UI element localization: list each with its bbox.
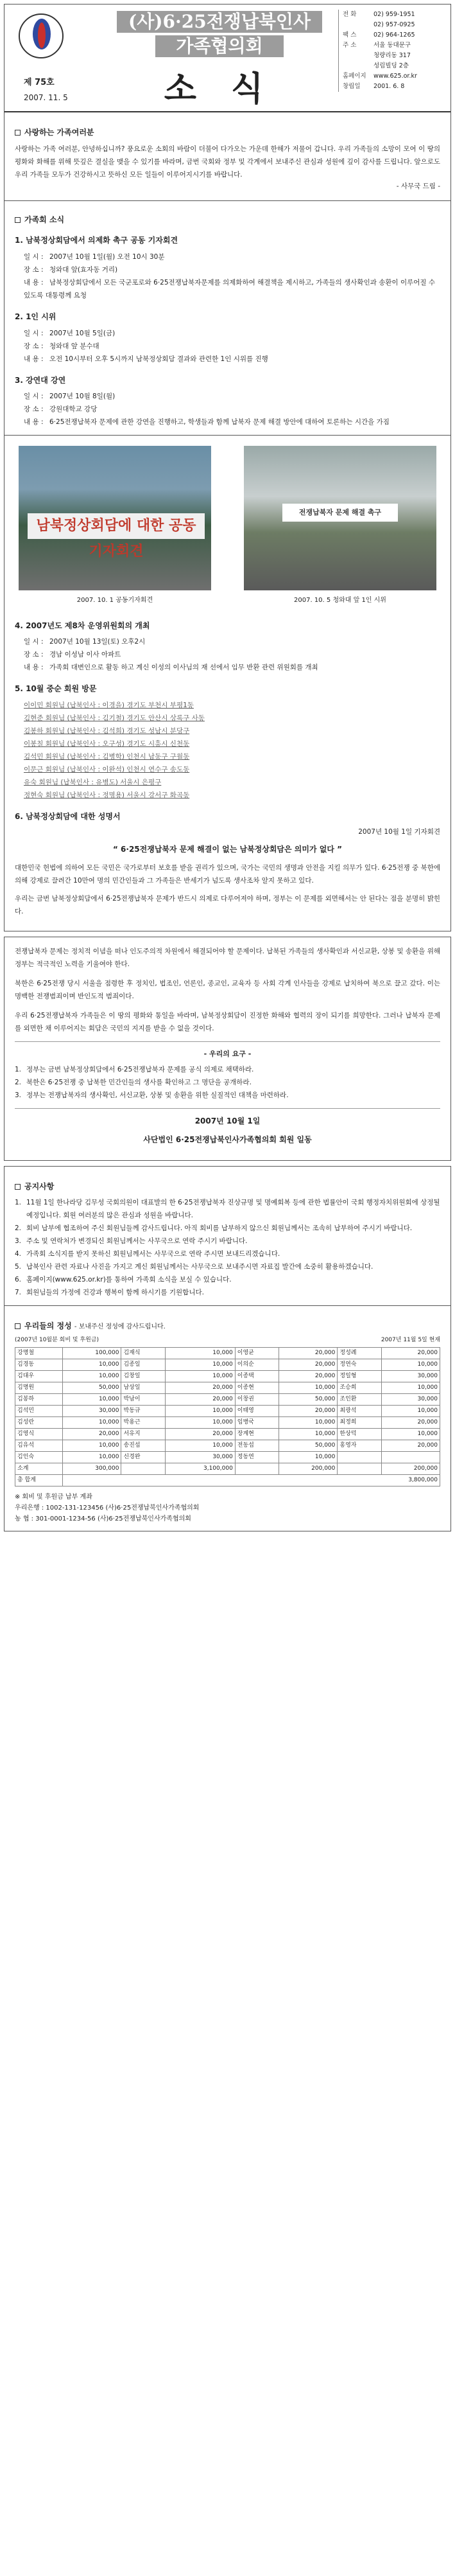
notice-list: [15, 1196, 440, 1299]
donation-row: [15, 1370, 440, 1382]
demand-number: 2.: [15, 1079, 22, 1087]
contact-row: [343, 82, 451, 92]
donation-cell: 소계: [15, 1463, 63, 1474]
statement-paragraph: 우리는 금번 남북정상회담에서 6·25전쟁납북자 문제가 반드시 의제로 다루어져야 하며, 정부는 이 문제를 외면해서는 안 된다는 점을 분명히 밝힌다.: [15, 895, 440, 916]
donation-cell: 50,000: [279, 1393, 338, 1405]
donation-cell: 10,000: [63, 1451, 121, 1463]
notice-number: 3.: [15, 1237, 22, 1246]
meeting-details: [15, 635, 440, 674]
detail-label: 일 시 :: [24, 329, 44, 337]
notice-number: 5.: [15, 1263, 22, 1271]
donation-cell: 50,000: [63, 1382, 121, 1393]
detail-row: [24, 353, 440, 366]
photo-banner: 전쟁납북자 문제 해결 촉구: [282, 504, 398, 522]
donation-cell: 10,000: [279, 1416, 338, 1428]
photo-press-conference: [19, 446, 211, 590]
account-line: 농 협 : 301-0001-1234-56 (사)6·25전쟁납북인사가족협의회: [15, 1515, 191, 1522]
donation-cell: 10,000: [165, 1405, 235, 1416]
donation-cell: 총 합계: [15, 1474, 63, 1486]
contact-value: www.625.or.kr: [373, 73, 417, 80]
donation-cell: 정성례: [338, 1347, 381, 1359]
demand-number: 3.: [15, 1091, 22, 1100]
donation-cell: 30,000: [381, 1370, 440, 1382]
detail-label: 내 용 :: [24, 355, 44, 363]
detail-row: [24, 403, 440, 416]
donation-cell: 박용근: [121, 1416, 165, 1428]
donation-cell: 김경동: [15, 1359, 63, 1370]
contact-row: [343, 20, 451, 30]
donation-cell: 10,000: [63, 1416, 121, 1428]
notice-item: [15, 1235, 440, 1248]
notice-title: 공지사항: [24, 1181, 55, 1191]
contact-key: 창립일: [343, 83, 361, 90]
donation-cell: 조인환: [338, 1393, 381, 1405]
donation-unit: 2007년 11월 5일 현재: [381, 1336, 440, 1343]
statement-heading: 6. 남북정상회담에 대한 성명서: [15, 811, 121, 821]
notice-text: 가족회 소식지를 받지 못하신 회원님께서는 사무국으로 연락 주시면 보내드리겠습니다.: [26, 1250, 280, 1258]
donation-cell: 20,000: [279, 1405, 338, 1416]
detail-value: 2007년 10월 5일(금): [49, 329, 116, 337]
newsletter-title: [114, 11, 325, 116]
photo-caption-1: 2007. 10. 1 공동기자회견: [76, 597, 153, 604]
donation-cell: 10,000: [165, 1359, 235, 1370]
contact-row: [343, 51, 451, 61]
donation-cell: 전동섭: [235, 1440, 279, 1451]
donation-cell: 박동규: [121, 1405, 165, 1416]
donation-cell: 20,000: [165, 1428, 235, 1440]
donation-cell: 20,000: [279, 1370, 338, 1382]
contact-value: 청량리동 317: [373, 52, 411, 59]
activities-box: [4, 201, 451, 436]
donation-cell: 서유지: [121, 1428, 165, 1440]
square-bullet-icon: [15, 130, 21, 136]
donation-row: [15, 1405, 440, 1416]
visits-list: [15, 699, 440, 802]
detail-label: 일 시 :: [24, 393, 44, 401]
donation-cell: 10,000: [279, 1428, 338, 1440]
donation-cell: 10,000: [165, 1370, 235, 1382]
detail-label: 장 소 :: [24, 651, 44, 659]
detail-row: [24, 635, 440, 648]
donation-box: [4, 1306, 451, 1531]
donation-cell: 200,000: [279, 1463, 338, 1474]
donation-cell: 10,000: [381, 1405, 440, 1416]
detail-row: [24, 263, 440, 276]
donation-table: [15, 1347, 440, 1486]
notice-number: 4.: [15, 1250, 22, 1258]
donation-cell: 30,000: [165, 1451, 235, 1463]
contact-value: 02) 959-1951: [373, 11, 415, 18]
notice-text: 회비 납부에 협조하여 주신 회원님들께 감사드립니다. 아직 회비를 납부하지 않으신 회원님께서는 조속히 납부하여 주시기 바랍니다.: [26, 1224, 413, 1233]
issue-number: 제 75호: [24, 78, 55, 87]
contact-key: 주 소: [343, 42, 357, 49]
donation-cell: 10,000: [381, 1359, 440, 1370]
donation-row: [15, 1440, 440, 1451]
donation-cell: 김명원: [15, 1382, 63, 1393]
detail-row: [24, 251, 440, 263]
contact-key: [343, 51, 373, 61]
donation-cell: 최광석: [338, 1405, 381, 1416]
detail-value: 청와대 앞(효자동 거리): [49, 266, 118, 274]
visit-row: 김석민 회원님 (납북인사 : 김병학) 인천시 남동구 구월동: [24, 752, 190, 761]
detail-label: 장 소 :: [24, 342, 44, 350]
donation-row: [15, 1416, 440, 1428]
donation-cell: 김종일: [121, 1359, 165, 1370]
visit-row: 이이민 회원님 (납북인사 : 이경을) 경기도 부천시 부평1동: [24, 701, 194, 709]
detail-label: 일 시 :: [24, 253, 44, 261]
donation-cell: 10,000: [63, 1393, 121, 1405]
donation-row: [15, 1451, 440, 1463]
donation-cell: [121, 1463, 165, 1474]
detail-label: 장 소 :: [24, 405, 44, 414]
donation-cell: 임병국: [235, 1416, 279, 1428]
square-bullet-icon: [15, 1184, 21, 1190]
greeting-title: 사랑하는 가족여러분: [24, 128, 94, 137]
donation-cell: [235, 1463, 279, 1474]
detail-value: 2007년 10월 8일(월): [49, 393, 116, 401]
statement-paragraph: 북한은 6·25전쟁 당시 서울을 점령한 후 정치인, 법조인, 언론인, 종교인, 교육자 등 사회 각계 인사들을 강제로 납치하여 북으로 끌고 갔다. 이는 명백한 전쟁범죄이며 반인도적 범죄이다.: [15, 980, 440, 1001]
donation-cell: 50,000: [279, 1440, 338, 1451]
contact-info: [338, 10, 451, 92]
donation-cell: 10,000: [381, 1428, 440, 1440]
donation-cell: 3,100,000: [165, 1463, 235, 1474]
visit-row: 정현숙 회원님 (납북인사 : 정명용) 서울시 강서구 화곡동: [24, 791, 190, 799]
donation-cell: 20,000: [165, 1393, 235, 1405]
donation-cell: 정연숙: [338, 1359, 381, 1370]
statement-paragraph: 대한민국 헌법에 의하여 모든 국민은 국가로부터 보호를 받을 권리가 있으며, 국가는 국민의 생명과 안전을 지킬 의무가 있다. 6·25전쟁 중 북한에 의해 강제로 끌려간 10만여 명의 민간인들과 그 가족들은 반세기가 넘도록 생사조차 알지 못하고 있다.: [15, 864, 440, 885]
notice-item: [15, 1260, 440, 1273]
meeting-heading: 4. 2007년도 제8차 운영위원회의 개최: [15, 621, 150, 630]
donation-cell: [338, 1451, 381, 1463]
signature-organization: 사단법인 6·25전쟁납북인사가족협의회 회원 일동: [143, 1135, 312, 1145]
donation-cell: 30,000: [381, 1393, 440, 1405]
donation-row: [15, 1428, 440, 1440]
donation-cell: 이의순: [235, 1359, 279, 1370]
donation-cell: 김영식: [15, 1428, 63, 1440]
contact-row: [343, 71, 451, 82]
donation-cell: 김성란: [15, 1416, 63, 1428]
title-main: 소 식: [164, 69, 275, 109]
contact-value: 02) 957-0925: [373, 21, 415, 28]
donation-cell: 김대우: [15, 1370, 63, 1382]
donation-cell: 10,000: [165, 1347, 235, 1359]
notice-number: 7.: [15, 1289, 22, 1297]
detail-row: [24, 390, 440, 403]
donation-cell: 신경완: [121, 1451, 165, 1463]
donation-cell: 20,000: [381, 1347, 440, 1359]
greeting-sign: - 사무국 드림 -: [396, 182, 440, 190]
donation-cell: 박남이: [121, 1393, 165, 1405]
title-line-1: (사)6·25전쟁납북인사: [117, 11, 322, 33]
account-line: 우리은행 : 1002-131-123456 (사)6·25전쟁납북인사가족협의회: [15, 1504, 200, 1512]
donation-cell: 강명철: [15, 1347, 63, 1359]
detail-value: 가족회 대변인으로 활동 하고 계신 이성의 이사님의 재 선에서 임무 반환 관련 위원회를 개최: [49, 664, 318, 672]
statement-continued-box: [4, 937, 451, 1160]
donation-cell: 100,000: [63, 1347, 121, 1359]
contact-value: 서울 동대문구: [373, 42, 411, 49]
notice-text: 11월 1일 한나라당 김무성 국회의원이 대표발의 한 6·25전쟁납북자 진상규명 및 명예회복 등에 관한 법률안이 국회 행정자치위원회에 상정될 예정입니다. 회원 여러분의 많은 관심과 성원을 바랍니다.: [26, 1199, 440, 1220]
contact-key: [343, 20, 373, 30]
visits-heading: 5. 10월 중순 회원 방문: [15, 684, 97, 694]
donation-cell: 이창권: [235, 1393, 279, 1405]
activities-title: 가족회 소식: [24, 215, 65, 224]
demands-title: - 우리의 요구 -: [203, 1050, 252, 1059]
activity-heading: 1. 남북정상회담에서 의제화 촉구 공동 기자회견: [15, 236, 178, 245]
detail-value: 2007년 10월 13일(토) 오후2시: [49, 638, 146, 646]
donation-cell: 300,000: [63, 1463, 121, 1474]
greeting-body: 사랑하는 가족 여러분, 안녕하십니까? 풍요로운 소회의 바람이 더불어 다가오는 가운데 한해가 저물어 갑니다. 우리 가족들의 소망이 모여 이 땅의 평화와 화해를 위해 뜻깊은 결실을 맺을 수 있기를 바라며, 금번 국회와 정부 및 각계에서 보내주신 관심과 성원에 깊이 감사를 드립니다. 앞으로도 우리 가족들 모두가 건강하시고 뜻하신 모든 일들이 이루어지시기를 바랍니다.: [15, 145, 440, 179]
photo-caption-2: 2007. 10. 5 청와대 앞 1인 시위: [294, 597, 386, 604]
notice-text: 납북인사 관련 자료나 사진을 가지고 계신 회원님께서는 사무국으로 보내주시면 자료집 발간에 소중히 활용하겠습니다.: [26, 1263, 373, 1271]
contact-key: [343, 61, 373, 71]
contact-key: 홈페이지: [343, 73, 366, 80]
donation-cell: 20,000: [165, 1382, 235, 1393]
donation-cell: 20,000: [279, 1347, 338, 1359]
donation-cell: 10,000: [381, 1382, 440, 1393]
donation-subtotal-row: [15, 1463, 440, 1474]
donation-cell: 홍영자: [338, 1440, 381, 1451]
detail-value: 강원대학교 강당: [49, 405, 98, 414]
statement-date: 2007년 10월 1일 기자회견: [358, 827, 440, 836]
notice-item: [15, 1273, 440, 1286]
detail-value: 청와대 앞 분수대: [49, 342, 99, 350]
donation-cell: 장계현: [235, 1428, 279, 1440]
donation-cell: 10,000: [63, 1440, 121, 1451]
donation-cell: 최정희: [338, 1416, 381, 1428]
donation-row: [15, 1359, 440, 1370]
donation-cell: 10,000: [165, 1440, 235, 1451]
donation-cell: 10,000: [165, 1416, 235, 1428]
square-bullet-icon: [15, 217, 21, 223]
donation-cell: 이종현: [235, 1382, 279, 1393]
detail-label: 내 용 :: [24, 279, 44, 287]
square-bullet-icon: [15, 1323, 21, 1329]
notice-number: 6.: [15, 1276, 22, 1284]
donation-cell: [381, 1451, 440, 1463]
donation-row: [15, 1347, 440, 1359]
signature-date: 2007년 10월 1일: [194, 1116, 261, 1126]
donation-cell: 20,000: [279, 1359, 338, 1370]
statement-paragraph: 전쟁납북자 문제는 정치적 이념을 떠나 인도주의적 차원에서 해결되어야 할 문제이다. 납북된 가족들의 생사확인과 서신교환, 상봉 및 송환을 위해 정부는 적극적인 노력을 기울여야 한다.: [15, 948, 440, 969]
photo-banner: 남북정상회담에 대한 공동 기자회견: [28, 513, 205, 539]
donation-row: [15, 1382, 440, 1393]
detail-row: [24, 276, 440, 302]
donation-cell: 김재식: [121, 1347, 165, 1359]
detail-value: 경남 이성남 이사 아파트: [49, 651, 121, 659]
detail-row: [24, 416, 440, 428]
donation-cell: 남상일: [121, 1382, 165, 1393]
donation-cell: 이종택: [235, 1370, 279, 1382]
photo-box: [4, 436, 451, 931]
contact-row: [343, 61, 451, 71]
notice-text: 홈페이지(www.625.or.kr)를 통하여 가족회 소식을 보실 수 있습니다.: [26, 1276, 232, 1284]
donation-cell: 10,000: [279, 1382, 338, 1393]
donation-cell: 정일형: [338, 1370, 381, 1382]
contact-row: [343, 30, 451, 40]
contact-row: [343, 10, 451, 20]
contact-value: 02) 964-1265: [373, 31, 415, 39]
notice-item: [15, 1286, 440, 1299]
detail-label: 장 소 :: [24, 266, 44, 274]
donation-cell: 이영균: [235, 1347, 279, 1359]
donation-row: [15, 1393, 440, 1405]
donation-cell: 30,000: [63, 1405, 121, 1416]
contact-key: 팩 스: [343, 31, 357, 39]
donation-cell: 김창일: [121, 1370, 165, 1382]
donation-cell: 20,000: [63, 1428, 121, 1440]
demand-item: [15, 1076, 440, 1089]
detail-row: [24, 661, 440, 674]
activity-heading: 2. 1인 시위: [15, 312, 56, 322]
donation-cell: 정동연: [235, 1451, 279, 1463]
visit-row: 김현준 회원님 (납북인사 : 김기철) 경기도 안산시 상록구 사동: [24, 714, 205, 722]
donation-cell: 10,000: [63, 1370, 121, 1382]
demand-item: [15, 1063, 440, 1076]
donation-period: (2007년 10월분 회비 및 후원금): [15, 1336, 99, 1343]
donation-title: 우리들의 정성: [24, 1321, 72, 1331]
demand-number: 1.: [15, 1066, 22, 1074]
detail-row: [24, 648, 440, 661]
detail-row: [24, 340, 440, 353]
header-box: [4, 4, 451, 201]
donation-cell: 10,000: [63, 1359, 121, 1370]
photo-one-person-protest: [244, 446, 436, 590]
statement-quote: “ 6·25전쟁납북자 문제 해결이 없는 남북정상회담은 의미가 없다 ”: [112, 844, 342, 854]
donation-cell: 조승희: [338, 1382, 381, 1393]
visit-row: 유숙 회원님 (납북인사 : 유병도) 서울시 은평구: [24, 778, 162, 786]
donation-cell: 3,800,000: [63, 1474, 440, 1486]
detail-row: [24, 327, 440, 340]
detail-label: 내 용 :: [24, 664, 44, 672]
issue-date: 2007. 11. 5: [24, 93, 68, 102]
detail-value: 2007년 10월 1일(월) 오전 10시 30분: [49, 253, 165, 261]
detail-label: 내 용 :: [24, 418, 44, 427]
detail-value: 오전 10시부터 오후 5시까지 남북정상회담 결과와 관련한 1인 시위를 진행: [49, 355, 268, 363]
donation-cell: 이태영: [235, 1405, 279, 1416]
contact-row: [343, 40, 451, 51]
donation-cell: 20,000: [381, 1416, 440, 1428]
notice-box: [4, 1166, 451, 1307]
notice-item: [15, 1222, 440, 1235]
statement-body: [15, 861, 440, 918]
notice-text: 주소 및 연락처가 변경되신 회원님께서는 사무국으로 연락 주시기 바랍니다.: [26, 1237, 248, 1246]
statement-continued-body: [15, 945, 440, 1035]
notice-number: 1.: [15, 1199, 22, 1207]
donation-cell: 송진섭: [121, 1440, 165, 1451]
demand-text: 북한은 6·25전쟁 중 납북한 민간인들의 생사를 확인하고 그 명단을 공개하라.: [26, 1079, 252, 1087]
demand-item: [15, 1089, 440, 1102]
organization-logo: [19, 13, 64, 58]
donation-cell: 김석민: [15, 1405, 63, 1416]
donation-cell: 20,000: [381, 1440, 440, 1451]
visit-row: 이문근 회원님 (납북인사 : 이완석) 인천시 연수구 송도동: [24, 765, 190, 773]
notice-item: [15, 1248, 440, 1260]
detail-value: 6·25전쟁납북자 문제에 관한 강연을 진행하고, 학생들과 함께 납북자 문제 해결 방안에 대하여 토론하는 시간을 가짐: [49, 418, 390, 427]
demand-text: 정부는 전쟁납북자의 생사확인, 서신교환, 상봉 및 송환을 위한 실질적인 대책을 마련하라.: [26, 1091, 289, 1100]
visit-row: 김봉하 회원님 (납북인사 : 김석희) 경기도 성남시 분당구: [24, 727, 190, 735]
donation-cell: [338, 1463, 381, 1474]
greeting-section: [4, 112, 451, 200]
donation-cell: 한상덕: [338, 1428, 381, 1440]
notice-number: 2.: [15, 1224, 22, 1233]
demands-list: [15, 1063, 440, 1102]
visit-row: 이봉칠 회원님 (납북인사 : 오구성) 경기도 시흥시 신천동: [24, 739, 190, 748]
donation-cell: 10,000: [279, 1451, 338, 1463]
donation-cell: 200,000: [381, 1463, 440, 1474]
account-line: ※ 회비 및 후원금 납부 계좌: [15, 1493, 92, 1501]
account-info: [15, 1492, 440, 1524]
demand-text: 정부는 금번 남북정상회담에서 6·25전쟁납북자 문제를 공식 의제로 채택하라.: [26, 1066, 254, 1074]
donation-cell: 김유석: [15, 1440, 63, 1451]
donation-cell: 김봉하: [15, 1393, 63, 1405]
contact-value: 2001. 6. 8: [373, 83, 405, 90]
statement-paragraph: 우리 6·25전쟁납북자 가족들은 이 땅의 평화와 통일을 바라며, 남북정상회담이 진정한 화해와 협력의 장이 되기를 희망한다. 그러나 납북자 문제를 외면한 채 이루어지는 회담은 국민의 지지를 받을 수 없을 것이다.: [15, 1012, 440, 1033]
notice-item: [15, 1196, 440, 1222]
donation-subtitle: - 보내주신 정성에 감사드립니다.: [74, 1323, 166, 1331]
contact-value: 성림빌딩 2층: [373, 62, 409, 69]
masthead: [4, 4, 451, 112]
title-line-2: 가족협의회: [155, 35, 284, 57]
donation-cell: 김인숙: [15, 1451, 63, 1463]
activity-heading: 3. 강연대 강연: [15, 375, 66, 385]
activities-list: [15, 234, 440, 428]
detail-value: 남북정상회담에서 모든 국군포로와 6·25전쟁납북자문제를 의제화하여 해결책을 제시하고, 가족들의 생사확인과 송환이 이루어질 수 있도록 대통령께 요청: [24, 279, 436, 300]
detail-label: 일 시 :: [24, 638, 44, 646]
contact-key: 전 화: [343, 11, 357, 18]
donation-total-row: [15, 1474, 440, 1486]
notice-text: 회원님들의 가정에 건강과 행복이 함께 하시기를 기원합니다.: [26, 1289, 204, 1297]
